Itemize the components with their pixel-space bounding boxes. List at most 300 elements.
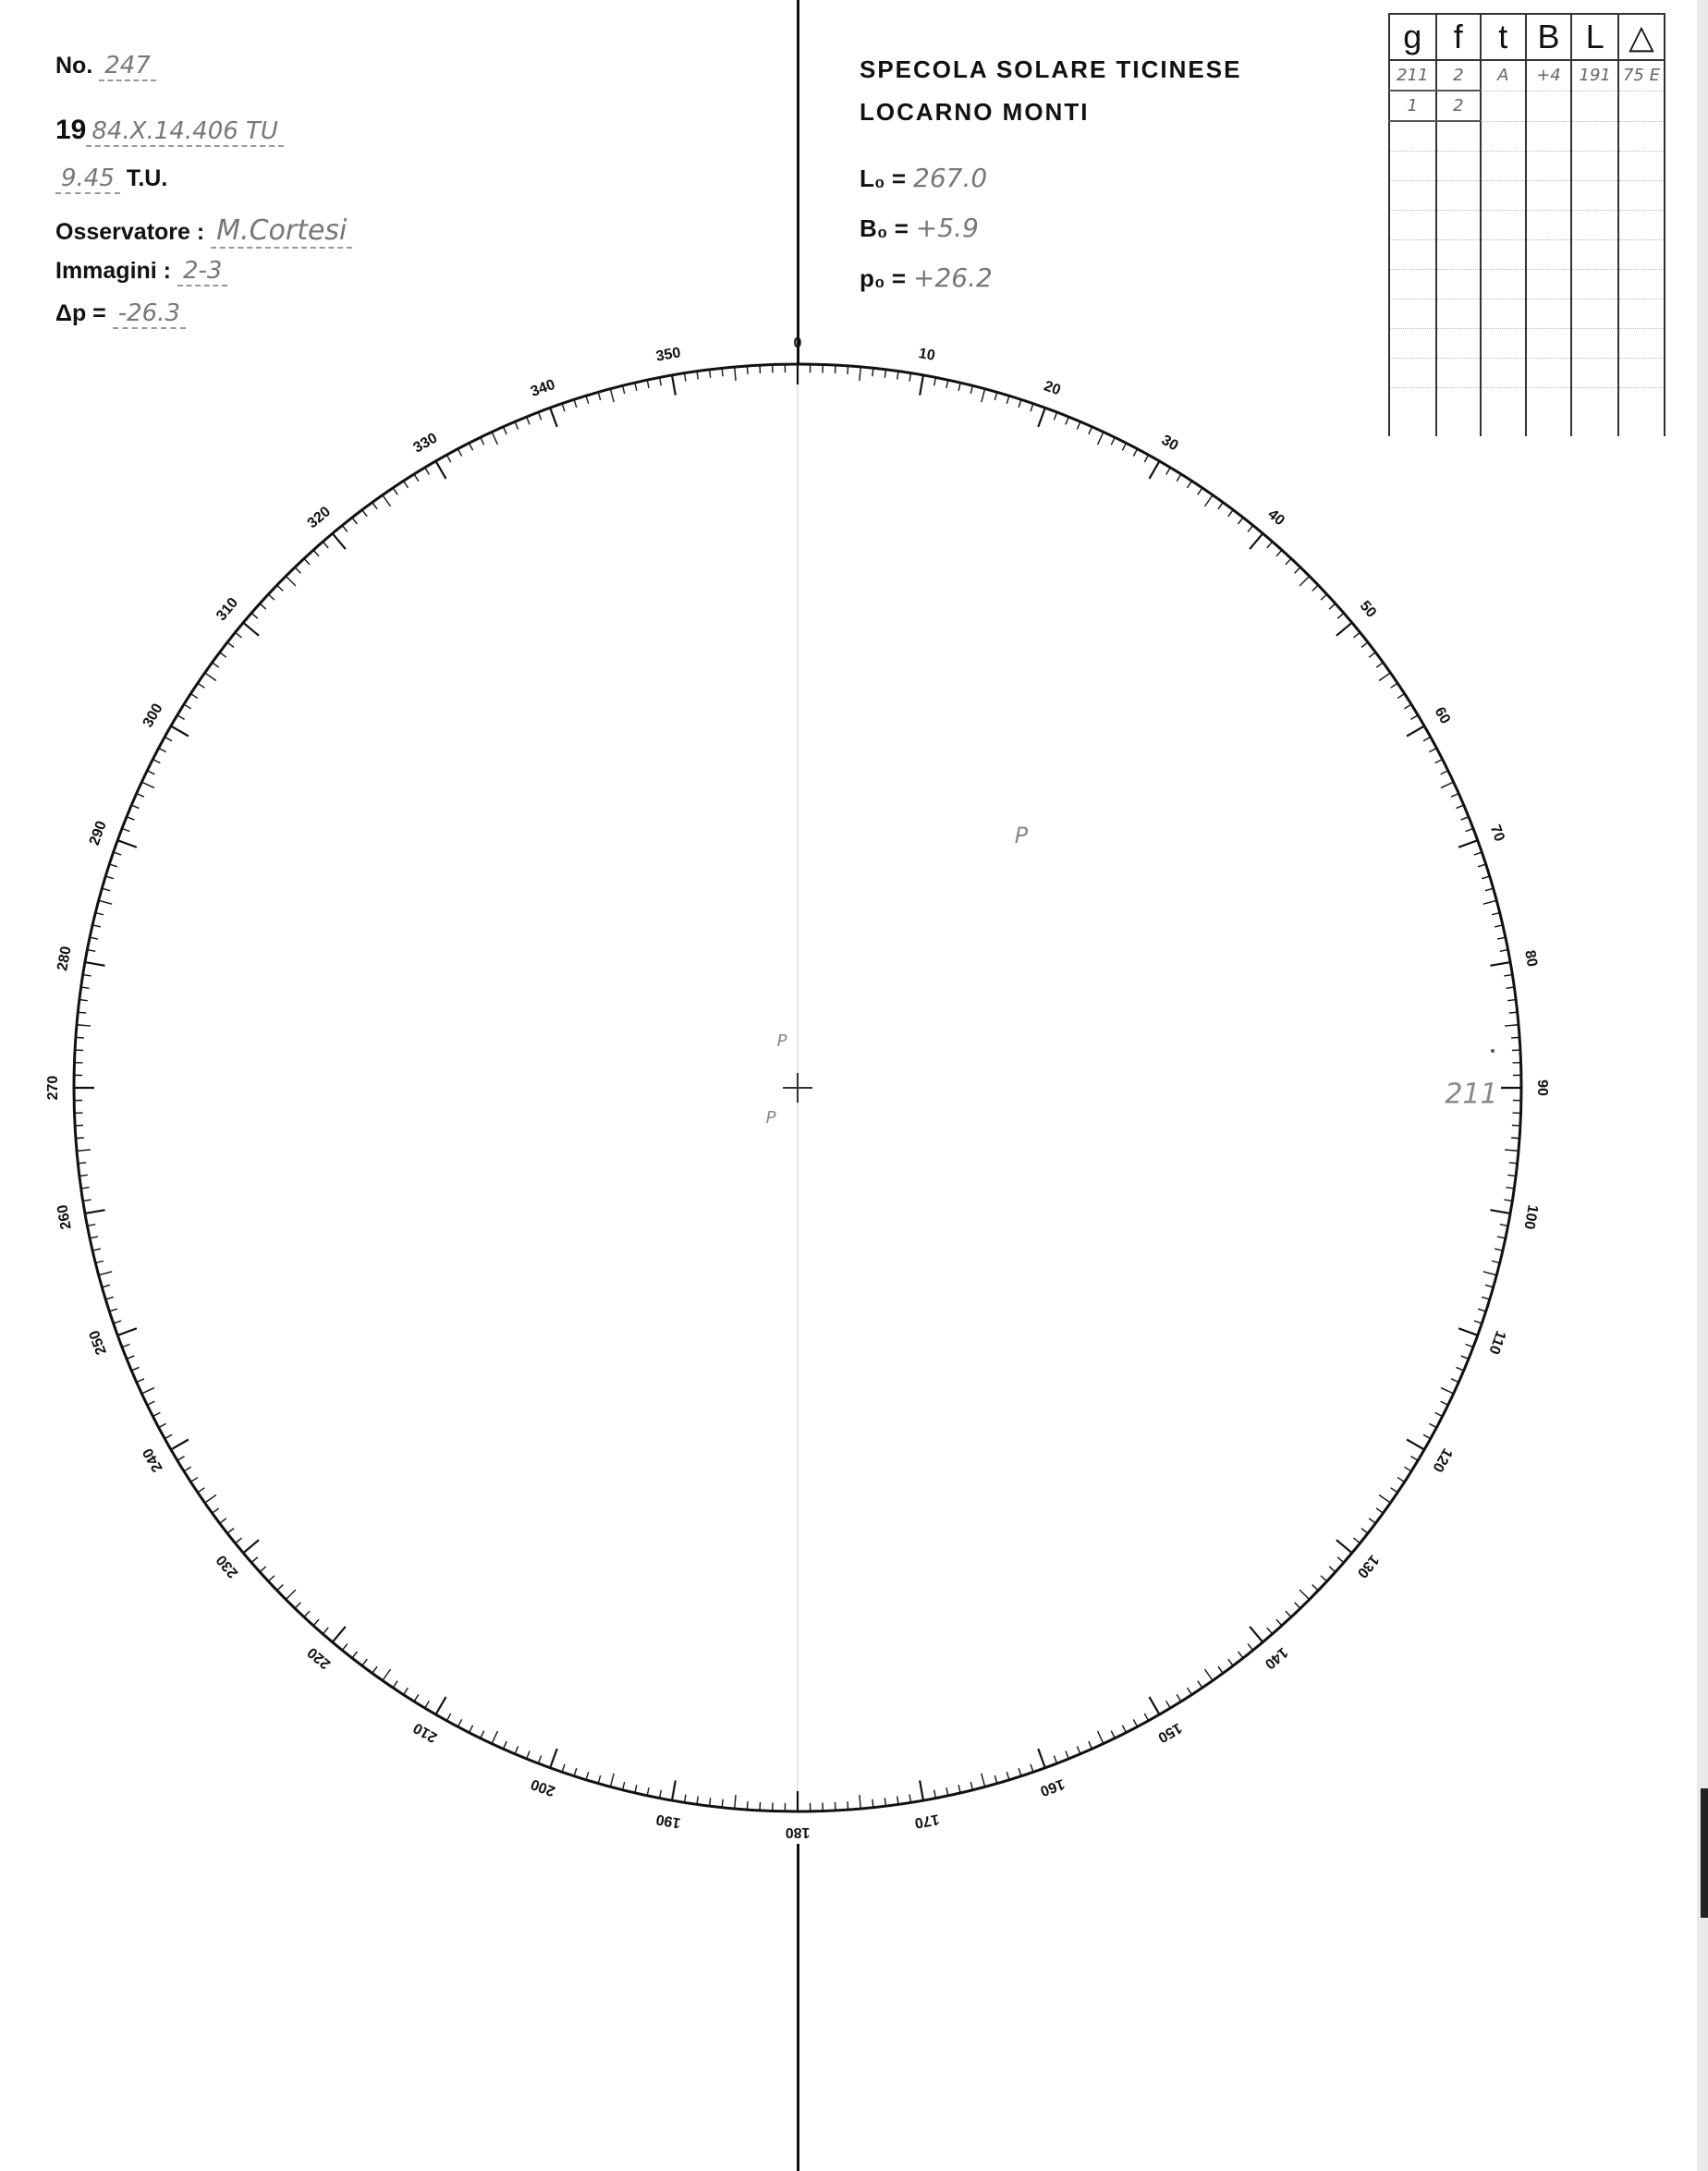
scale-tick xyxy=(1404,1467,1411,1471)
scale-tick xyxy=(1250,1627,1263,1642)
scale-tick xyxy=(1098,1731,1104,1744)
scale-label: 130 xyxy=(1353,1551,1382,1581)
scale-tick xyxy=(137,1379,144,1383)
scale-tick xyxy=(131,805,139,809)
scale-tick xyxy=(1228,1659,1233,1665)
scale-label: 190 xyxy=(654,1811,682,1831)
scale-tick xyxy=(1354,632,1360,638)
scale-tick xyxy=(1066,417,1068,424)
col-header: △ xyxy=(1618,14,1665,60)
scale-tick xyxy=(550,408,557,427)
scale-tick xyxy=(1336,623,1352,636)
scale-tick xyxy=(177,1457,185,1461)
scale-tick xyxy=(105,1297,114,1299)
scale-tick xyxy=(1166,468,1171,475)
param-L0-label: L₀ = xyxy=(860,165,907,192)
scale-tick xyxy=(152,1412,160,1416)
scale-tick xyxy=(190,694,198,699)
scale-tick xyxy=(1369,1518,1375,1523)
scale-tick xyxy=(1031,1764,1033,1773)
scale-tick xyxy=(635,383,637,391)
col-header: L xyxy=(1571,14,1618,60)
scale-label: 240 xyxy=(140,1445,166,1475)
scale-tick xyxy=(76,1138,84,1139)
scale-tick xyxy=(722,368,723,376)
scale-label: 0 xyxy=(793,335,802,352)
scale-tick xyxy=(87,1225,95,1226)
scale-label: 180 xyxy=(785,1823,811,1840)
scale-tick xyxy=(598,392,600,400)
scale-tick xyxy=(1329,1567,1336,1572)
scale-tick xyxy=(205,1495,216,1504)
scale-tick xyxy=(268,594,274,600)
observatory-name: SPECOLA SOLARE TICINESE xyxy=(860,55,1242,83)
scale-tick xyxy=(1482,876,1490,879)
scale-label: 300 xyxy=(140,701,166,731)
penumbra-mark: P xyxy=(1014,823,1029,848)
scale-tick xyxy=(1435,1412,1443,1416)
scale-tick xyxy=(1429,1423,1436,1427)
scale-tick xyxy=(122,828,129,831)
observer-value: M.Cortesi xyxy=(211,214,352,249)
scale-tick xyxy=(313,1619,319,1626)
scale-tick xyxy=(220,653,226,657)
scale-tick xyxy=(515,1746,518,1753)
scale-tick xyxy=(235,1538,241,1543)
scale-tick xyxy=(1177,1694,1181,1701)
scale-label: 230 xyxy=(214,1551,242,1581)
scale-label: 100 xyxy=(1520,1203,1541,1231)
scale-tick xyxy=(1361,642,1368,648)
scale-tick xyxy=(436,1697,446,1714)
scale-tick xyxy=(1458,840,1478,848)
scale-tick xyxy=(393,488,397,494)
scale-tick xyxy=(1198,488,1202,494)
scale-tick xyxy=(1504,975,1512,976)
scale-tick xyxy=(1376,663,1383,667)
scale-tick xyxy=(251,613,258,618)
scale-tick xyxy=(333,1627,346,1642)
scale-tick xyxy=(1497,1237,1506,1238)
scale-tick xyxy=(90,937,98,939)
scale-tick xyxy=(76,1037,84,1038)
scale-tick xyxy=(260,1567,266,1572)
scale-tick xyxy=(747,366,748,374)
scale-label: 120 xyxy=(1429,1445,1456,1475)
scale-tick xyxy=(383,495,391,506)
scale-tick xyxy=(114,1321,122,1323)
scale-tick xyxy=(685,373,686,382)
scale-tick xyxy=(1295,567,1300,573)
scale-tick xyxy=(747,1801,748,1810)
scale-tick xyxy=(77,1025,91,1026)
scale-tick xyxy=(1423,737,1431,740)
scale-tick xyxy=(362,510,367,517)
date-value: 84.X.14.406 TU xyxy=(86,117,284,147)
scale-tick xyxy=(1369,653,1375,657)
scale-tick xyxy=(1410,715,1418,720)
scale-tick xyxy=(1461,817,1469,820)
observatory-location: LOCARNO MONTI xyxy=(860,98,1090,126)
scale-label: 70 xyxy=(1486,823,1507,844)
scale-tick xyxy=(1248,1644,1253,1651)
scale-tick xyxy=(1133,449,1137,457)
param-L0-value: 267.0 xyxy=(913,163,988,193)
scale-label: 30 xyxy=(1158,432,1181,455)
scale-tick xyxy=(1482,1297,1490,1299)
scale-tick xyxy=(1490,962,1510,966)
scale-tick xyxy=(1089,427,1092,434)
scale-tick xyxy=(95,913,104,915)
scale-label: 250 xyxy=(86,1327,110,1357)
scale-tick xyxy=(362,1659,367,1665)
images-label: Immagini : xyxy=(55,258,172,284)
scale-tick xyxy=(1441,782,1454,787)
scale-tick xyxy=(1166,1701,1171,1708)
scale-label: 320 xyxy=(304,504,335,532)
scale-tick xyxy=(277,1585,283,1591)
scale-tick xyxy=(1006,1772,1009,1780)
table-cell: 75 E xyxy=(1618,60,1665,91)
scale-tick xyxy=(562,1764,565,1773)
scale-tick xyxy=(190,1478,198,1482)
scale-tick xyxy=(920,1780,923,1800)
number-label: No. xyxy=(55,53,93,79)
scale-tick xyxy=(1354,1538,1360,1543)
scale-tick xyxy=(1321,1576,1327,1581)
scale-label: 200 xyxy=(529,1775,558,1799)
scale-tick xyxy=(404,1688,409,1695)
scale-tick xyxy=(1066,1751,1068,1759)
scale-tick xyxy=(946,380,948,388)
observer-label: Osservatore : xyxy=(55,219,205,245)
scale-tick xyxy=(184,704,191,709)
scale-label: 40 xyxy=(1264,506,1287,530)
scale-tick xyxy=(109,864,117,867)
scale-tick xyxy=(1435,760,1443,763)
scale-tick xyxy=(722,1799,723,1808)
scale-tick xyxy=(1054,412,1056,420)
scale-tick xyxy=(102,888,110,890)
scale-tick xyxy=(1122,443,1126,450)
scale-tick xyxy=(295,567,300,573)
scale-tick xyxy=(1111,437,1115,445)
scale-tick xyxy=(1429,748,1436,751)
scale-tick xyxy=(137,794,144,798)
scale-label: 220 xyxy=(304,1643,335,1672)
scale-tick xyxy=(1019,1768,1021,1776)
scale-tick xyxy=(286,1590,296,1600)
scale-tick xyxy=(177,715,185,720)
scale-tick xyxy=(1006,396,1009,404)
scale-tick xyxy=(102,1285,110,1287)
scale-tick xyxy=(1466,828,1473,831)
scale-tick xyxy=(1299,576,1310,586)
scale-label: 330 xyxy=(410,430,441,457)
scale-tick xyxy=(213,1508,219,1513)
scale-tick xyxy=(1144,1714,1148,1721)
scale-tick xyxy=(1054,1756,1056,1763)
scale-label: 110 xyxy=(1485,1328,1509,1357)
scale-tick xyxy=(85,1210,105,1214)
scale-tick xyxy=(1250,533,1263,549)
scale-tick xyxy=(304,1611,310,1617)
scale-label: 10 xyxy=(917,346,937,364)
scale-tick xyxy=(538,1756,541,1763)
scale-tick xyxy=(1228,510,1233,517)
scale-tick xyxy=(90,1237,98,1238)
scale-tick xyxy=(909,373,910,382)
scale-tick xyxy=(470,1726,473,1733)
scale-label: 310 xyxy=(214,594,242,625)
scale-tick xyxy=(171,1440,189,1450)
param-B0-value: +5.9 xyxy=(915,213,979,243)
scale-tick xyxy=(1144,455,1148,462)
scale-tick xyxy=(1312,1585,1318,1591)
scale-tick xyxy=(481,1731,484,1738)
scale-tick xyxy=(574,399,577,408)
scale-tick xyxy=(198,683,204,688)
col-header: B xyxy=(1526,14,1572,60)
scale-tick xyxy=(1441,771,1448,774)
scale-tick xyxy=(1504,1200,1512,1201)
scale-tick xyxy=(1122,1726,1126,1733)
scale-tick xyxy=(165,737,172,740)
scale-tick xyxy=(994,392,996,400)
scale-tick xyxy=(184,1467,191,1471)
scale-tick xyxy=(647,1787,649,1796)
scale-tick xyxy=(198,1488,204,1493)
scale-tick xyxy=(1509,1012,1518,1013)
scale-tick xyxy=(958,383,960,391)
scale-tick xyxy=(946,1787,948,1796)
scale-tick xyxy=(92,925,101,927)
scale-tick xyxy=(77,1150,91,1151)
scale-tick xyxy=(1218,503,1223,509)
scale-tick xyxy=(131,1367,139,1371)
scale-tick xyxy=(610,389,614,402)
scale-tick xyxy=(647,380,649,388)
scale-tick xyxy=(1238,518,1244,524)
scale-tick xyxy=(1019,399,1021,408)
table-cell: 2 xyxy=(1436,60,1481,91)
scale-tick xyxy=(260,604,266,609)
scale-tick xyxy=(672,1780,676,1800)
table-cell: 211 xyxy=(1389,60,1436,91)
scale-tick xyxy=(1218,1666,1223,1673)
scale-tick xyxy=(982,1774,985,1787)
scale-tick xyxy=(1276,550,1282,556)
scale-tick xyxy=(1451,1379,1458,1383)
scale-tick xyxy=(1441,1401,1448,1405)
scale-tick xyxy=(920,375,923,396)
scale-tick xyxy=(1205,495,1214,506)
scale-tick xyxy=(85,962,105,966)
scale-tick xyxy=(1478,1309,1486,1311)
scale-tick xyxy=(333,533,346,549)
scale-label: 50 xyxy=(1356,598,1380,621)
scale-label: 290 xyxy=(86,819,110,848)
time-unit: T.U. xyxy=(126,165,168,191)
scale-tick xyxy=(1494,1249,1503,1250)
scale-tick xyxy=(1474,1321,1482,1323)
scale-tick xyxy=(220,1518,226,1523)
penumbra-mark: P xyxy=(776,1031,787,1051)
scale-tick xyxy=(1397,1478,1405,1482)
scale-tick xyxy=(105,876,114,879)
scale-tick xyxy=(1497,937,1506,939)
images-value: 2-3 xyxy=(177,257,227,287)
scale-tick xyxy=(1276,1619,1282,1626)
scale-tick xyxy=(994,1775,996,1784)
scale-tick xyxy=(1312,585,1318,591)
scale-tick xyxy=(470,443,473,450)
scale-tick xyxy=(1410,1457,1418,1461)
scale-tick xyxy=(1098,432,1104,445)
scale-tick xyxy=(660,377,662,385)
table-cell: 1 xyxy=(1389,91,1436,121)
scale-tick xyxy=(1267,1628,1273,1634)
scale-tick xyxy=(610,1774,614,1787)
scale-tick xyxy=(78,1163,86,1164)
scale-tick xyxy=(1511,1138,1519,1139)
scale-tick xyxy=(515,421,518,429)
scale-tick xyxy=(171,726,189,737)
scale-label: 350 xyxy=(654,345,682,365)
scale-tick xyxy=(1089,1741,1092,1749)
scale-tick xyxy=(117,1328,137,1336)
scale-tick xyxy=(1505,1150,1519,1151)
scale-tick xyxy=(295,1603,300,1608)
scale-tick xyxy=(872,1799,873,1808)
scale-tick xyxy=(1404,704,1411,709)
scale-tick xyxy=(342,525,348,531)
scale-tick xyxy=(1198,1681,1202,1688)
scale-label: 340 xyxy=(529,376,558,400)
sunspot-dot xyxy=(1491,1049,1494,1053)
scale-tick xyxy=(286,576,296,586)
scale-tick xyxy=(205,673,216,681)
scale-label: 160 xyxy=(1037,1775,1067,1799)
param-p0-label: p₀ = xyxy=(860,264,907,292)
scale-tick xyxy=(1466,1344,1473,1347)
scale-tick xyxy=(934,1790,936,1799)
scale-tick xyxy=(586,396,589,404)
scale-tick xyxy=(660,1790,662,1799)
scale-tick xyxy=(1150,461,1160,479)
scale-tick xyxy=(1267,542,1273,548)
scale-tick xyxy=(623,385,625,394)
table-cell: 191 xyxy=(1571,60,1618,91)
scale-tick xyxy=(1038,408,1045,427)
scale-tick xyxy=(1379,673,1390,681)
scale-tick xyxy=(1111,1731,1115,1738)
scale-tick xyxy=(1485,888,1494,890)
scale-tick xyxy=(251,1557,258,1563)
scale-tick xyxy=(159,1423,166,1427)
scale-tick xyxy=(1329,604,1336,609)
scale-tick xyxy=(393,1681,397,1688)
scale-tick xyxy=(1376,1508,1383,1513)
scale-tick xyxy=(1077,1746,1080,1753)
col-header: f xyxy=(1436,14,1481,60)
scale-tick xyxy=(970,385,972,394)
scale-label: 270 xyxy=(45,1075,62,1101)
scale-tick xyxy=(1321,594,1327,600)
scale-tick xyxy=(1379,1495,1390,1504)
scale-tick xyxy=(1188,1688,1192,1695)
scale-tick xyxy=(159,748,166,751)
scale-label: 260 xyxy=(55,1203,75,1231)
scale-tick xyxy=(1483,900,1496,904)
scale-tick xyxy=(1483,1272,1496,1275)
scale-tick xyxy=(872,368,873,376)
scale-tick xyxy=(383,1669,391,1680)
scale-tick xyxy=(1500,1225,1508,1226)
scale-tick xyxy=(323,1628,328,1634)
scale-tick xyxy=(404,481,409,488)
col-header: t xyxy=(1481,14,1526,60)
table-cell: A xyxy=(1481,60,1526,91)
scale-tick xyxy=(342,1644,348,1651)
scale-tick xyxy=(492,1731,497,1744)
scale-tick xyxy=(95,1261,104,1262)
number-value: 247 xyxy=(99,52,156,81)
scale-tick xyxy=(117,840,137,848)
scale-tick xyxy=(446,455,450,462)
scale-label: 170 xyxy=(913,1811,941,1831)
scale-tick xyxy=(141,782,154,787)
date-prefix: 19 xyxy=(55,115,87,145)
scale-tick xyxy=(1038,1749,1045,1768)
scale-tick xyxy=(458,449,461,457)
scale-tick xyxy=(934,377,936,385)
scale-tick xyxy=(1077,421,1080,429)
scale-label: 210 xyxy=(410,1719,441,1746)
scale-tick xyxy=(1485,1285,1494,1287)
scale-tick xyxy=(685,1794,686,1802)
scale-tick xyxy=(1492,1261,1500,1262)
scale-tick xyxy=(127,817,134,820)
scale-tick xyxy=(1336,1540,1352,1553)
scale-tick xyxy=(78,1012,86,1013)
scale-tick xyxy=(1478,864,1486,867)
scale-tick xyxy=(141,1388,154,1394)
scale-label: 90 xyxy=(1533,1079,1550,1096)
scale-tick xyxy=(83,975,92,976)
param-B0-label: B₀ = xyxy=(860,214,909,242)
scale-tick xyxy=(1177,474,1181,482)
scale-tick xyxy=(1238,1652,1244,1658)
group-label-211: 211 xyxy=(1445,1078,1498,1111)
scale-tick xyxy=(1337,613,1344,618)
scale-tick xyxy=(92,1249,101,1250)
scale-tick xyxy=(1461,1356,1469,1359)
scale-tick xyxy=(243,623,259,636)
scale-tick xyxy=(504,427,507,434)
scale-tick xyxy=(313,550,319,556)
scale-tick xyxy=(1407,1440,1424,1450)
scale-tick xyxy=(114,852,122,855)
scale-tick xyxy=(304,558,310,565)
scale-tick xyxy=(635,1785,637,1793)
scale-tick xyxy=(909,1794,910,1802)
scale-tick xyxy=(352,518,358,524)
scale-tick xyxy=(372,503,377,509)
scale-tick xyxy=(492,432,497,445)
scale-tick xyxy=(1361,1529,1368,1534)
scale-tick xyxy=(586,1772,589,1780)
